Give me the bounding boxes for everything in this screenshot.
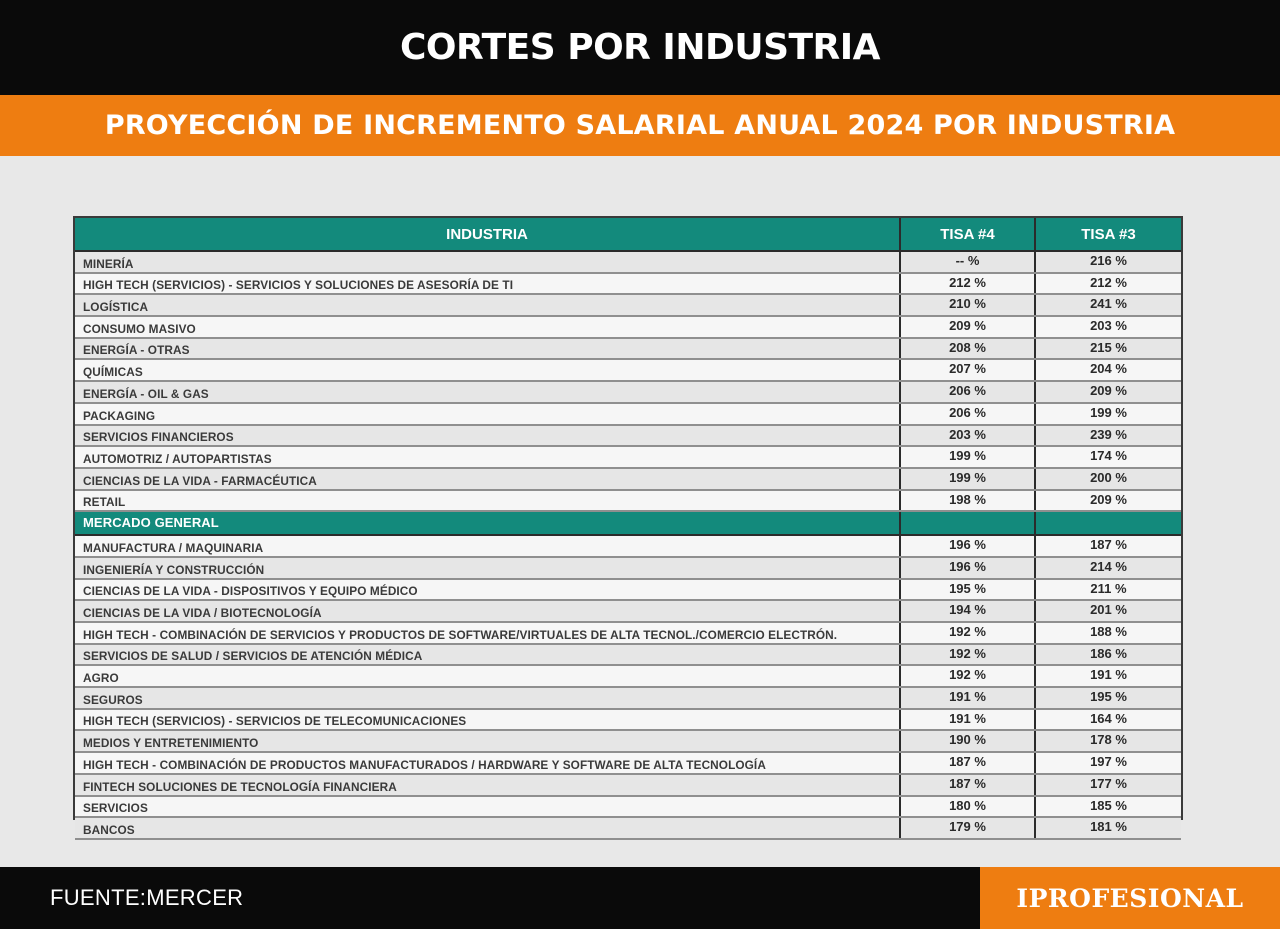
tisa4-value-cell: 195 % xyxy=(900,579,1035,601)
tisa3-value-cell: 200 % xyxy=(1035,468,1181,490)
industry-name-cell: BANCOS xyxy=(75,817,900,839)
industry-name-cell: SERVICIOS FINANCIEROS xyxy=(75,425,900,447)
data-table-container xyxy=(73,216,1183,837)
tisa4-value-cell: 208 % xyxy=(900,338,1035,360)
table-row xyxy=(75,381,1181,403)
table-row xyxy=(75,294,1181,316)
table-row xyxy=(75,622,1181,644)
tisa3-value-cell: 181 % xyxy=(1035,817,1181,839)
page-subtitle: PROYECCIÓN DE INCREMENTO SALARIAL ANUAL 2024 POR INDUSTRIA xyxy=(104,110,1176,141)
table-row xyxy=(75,490,1181,512)
industry-name-cell: SERVICIOS DE SALUD / SERVICIOS DE ATENCIÓN MÉDICA xyxy=(75,644,900,666)
tisa4-value-cell: -- % xyxy=(900,251,1035,273)
tisa4-value-cell: 192 % xyxy=(900,665,1035,687)
tisa3-value-cell: 174 % xyxy=(1035,446,1181,468)
industry-name-cell: PACKAGING xyxy=(75,403,900,425)
industry-name-cell: HIGH TECH (SERVICIOS) - SERVICIOS DE TELECOMUNICACIONES xyxy=(75,709,900,731)
tisa3-value-cell xyxy=(1035,511,1181,535)
source-label: FUENTE:MERCER xyxy=(50,885,244,910)
brand-logo xyxy=(980,867,1280,929)
tisa4-value-cell xyxy=(900,511,1035,535)
tisa3-value-cell: 201 % xyxy=(1035,600,1181,622)
tisa4-value-cell: 199 % xyxy=(900,446,1035,468)
table-section-row xyxy=(75,511,1181,535)
tisa3-value-cell: 195 % xyxy=(1035,687,1181,709)
industry-name-cell: ENERGÍA - OTRAS xyxy=(75,338,900,360)
footer-bar xyxy=(0,867,1280,929)
table-row xyxy=(75,535,1181,557)
tisa4-value-cell: 206 % xyxy=(900,381,1035,403)
tisa4-value-cell: 192 % xyxy=(900,644,1035,666)
industry-name-cell: CIENCIAS DE LA VIDA / BIOTECNOLOGÍA xyxy=(75,600,900,622)
tisa3-value-cell: 209 % xyxy=(1035,490,1181,512)
tisa4-value-cell: 191 % xyxy=(900,687,1035,709)
tisa4-value-cell: 212 % xyxy=(900,273,1035,295)
table-row xyxy=(75,251,1181,273)
tisa3-value-cell: 212 % xyxy=(1035,273,1181,295)
tisa3-value-cell: 203 % xyxy=(1035,316,1181,338)
tisa3-value-cell: 187 % xyxy=(1035,535,1181,557)
table-body xyxy=(75,251,1181,839)
tisa4-value-cell: 187 % xyxy=(900,752,1035,774)
industry-name-cell: LOGÍSTICA xyxy=(75,294,900,316)
industry-name-cell: ENERGÍA - OIL & GAS xyxy=(75,381,900,403)
tisa4-value-cell: 198 % xyxy=(900,490,1035,512)
industry-name-cell: MINERÍA xyxy=(75,251,900,273)
tisa3-value-cell: 216 % xyxy=(1035,251,1181,273)
tisa3-value-cell: 177 % xyxy=(1035,774,1181,796)
industry-name-cell: INGENIERÍA Y CONSTRUCCIÓN xyxy=(75,557,900,579)
industry-name-cell: CIENCIAS DE LA VIDA - FARMACÉUTICA xyxy=(75,468,900,490)
column-header-tisa3: TISA #3 xyxy=(1035,218,1181,251)
industry-name-cell: MERCADO GENERAL xyxy=(75,511,900,535)
table-row xyxy=(75,644,1181,666)
table-row xyxy=(75,796,1181,818)
tisa3-value-cell: 185 % xyxy=(1035,796,1181,818)
brand-name: IPROFESIONAL xyxy=(1016,883,1244,913)
tisa3-value-cell: 214 % xyxy=(1035,557,1181,579)
tisa4-value-cell: 192 % xyxy=(900,622,1035,644)
industry-name-cell: AUTOMOTRIZ / AUTOPARTISTAS xyxy=(75,446,900,468)
industry-name-cell: CIENCIAS DE LA VIDA - DISPOSITIVOS Y EQUIPO MÉDICO xyxy=(75,579,900,601)
tisa4-value-cell: 194 % xyxy=(900,600,1035,622)
tisa3-value-cell: 241 % xyxy=(1035,294,1181,316)
tisa3-value-cell: 164 % xyxy=(1035,709,1181,731)
table-row xyxy=(75,403,1181,425)
title-bar xyxy=(0,0,1280,95)
industry-name-cell: FINTECH SOLUCIONES DE TECNOLOGÍA FINANCIERA xyxy=(75,774,900,796)
industry-name-cell: HIGH TECH - COMBINACIÓN DE PRODUCTOS MANUFACTURADOS / HARDWARE Y SOFTWARE DE ALTA TECNOLOGÍA xyxy=(75,752,900,774)
tisa4-value-cell: 191 % xyxy=(900,709,1035,731)
tisa3-value-cell: 209 % xyxy=(1035,381,1181,403)
tisa4-value-cell: 179 % xyxy=(900,817,1035,839)
tisa4-value-cell: 187 % xyxy=(900,774,1035,796)
tisa4-value-cell: 196 % xyxy=(900,557,1035,579)
table-row xyxy=(75,730,1181,752)
tisa3-value-cell: 204 % xyxy=(1035,359,1181,381)
industry-name-cell: MEDIOS Y ENTRETENIMIENTO xyxy=(75,730,900,752)
column-header-industria: INDUSTRIA xyxy=(75,218,900,251)
tisa4-value-cell: 196 % xyxy=(900,535,1035,557)
tisa4-value-cell: 209 % xyxy=(900,316,1035,338)
industry-name-cell: QUÍMICAS xyxy=(75,359,900,381)
tisa3-value-cell: 211 % xyxy=(1035,579,1181,601)
table-row xyxy=(75,665,1181,687)
industry-name-cell: RETAIL xyxy=(75,490,900,512)
industry-name-cell: CONSUMO MASIVO xyxy=(75,316,900,338)
industry-name-cell: SEGUROS xyxy=(75,687,900,709)
tisa3-value-cell: 186 % xyxy=(1035,644,1181,666)
table-row xyxy=(75,752,1181,774)
table-row xyxy=(75,359,1181,381)
table-row xyxy=(75,468,1181,490)
table-header-row xyxy=(75,218,1181,251)
industry-name-cell: MANUFACTURA / MAQUINARIA xyxy=(75,535,900,557)
salary-table xyxy=(75,218,1181,840)
table-row xyxy=(75,557,1181,579)
tisa3-value-cell: 191 % xyxy=(1035,665,1181,687)
industry-name-cell: HIGH TECH - COMBINACIÓN DE SERVICIOS Y PRODUCTOS DE SOFTWARE/VIRTUALES DE ALTA TECNOL./COMERCIO ELECTRÓN. xyxy=(75,622,900,644)
industry-name-cell: AGRO xyxy=(75,665,900,687)
tisa3-value-cell: 199 % xyxy=(1035,403,1181,425)
column-header-tisa4: TISA #4 xyxy=(900,218,1035,251)
table-row xyxy=(75,709,1181,731)
table-row xyxy=(75,273,1181,295)
table-row xyxy=(75,425,1181,447)
table-row xyxy=(75,338,1181,360)
tisa4-value-cell: 203 % xyxy=(900,425,1035,447)
tisa3-value-cell: 188 % xyxy=(1035,622,1181,644)
tisa4-value-cell: 190 % xyxy=(900,730,1035,752)
tisa4-value-cell: 206 % xyxy=(900,403,1035,425)
page-title: CORTES POR INDUSTRIA xyxy=(399,27,881,68)
tisa3-value-cell: 215 % xyxy=(1035,338,1181,360)
tisa3-value-cell: 197 % xyxy=(1035,752,1181,774)
tisa3-value-cell: 239 % xyxy=(1035,425,1181,447)
tisa4-value-cell: 207 % xyxy=(900,359,1035,381)
industry-name-cell: SERVICIOS xyxy=(75,796,900,818)
table-row xyxy=(75,446,1181,468)
tisa4-value-cell: 199 % xyxy=(900,468,1035,490)
table-row xyxy=(75,817,1181,839)
tisa4-value-cell: 210 % xyxy=(900,294,1035,316)
industry-name-cell: HIGH TECH (SERVICIOS) - SERVICIOS Y SOLUCIONES DE ASESORÍA DE TI xyxy=(75,273,900,295)
table-row xyxy=(75,600,1181,622)
table-row xyxy=(75,316,1181,338)
tisa3-value-cell: 178 % xyxy=(1035,730,1181,752)
subtitle-bar xyxy=(0,95,1280,156)
table-row xyxy=(75,774,1181,796)
table-row xyxy=(75,687,1181,709)
table-row xyxy=(75,579,1181,601)
tisa4-value-cell: 180 % xyxy=(900,796,1035,818)
